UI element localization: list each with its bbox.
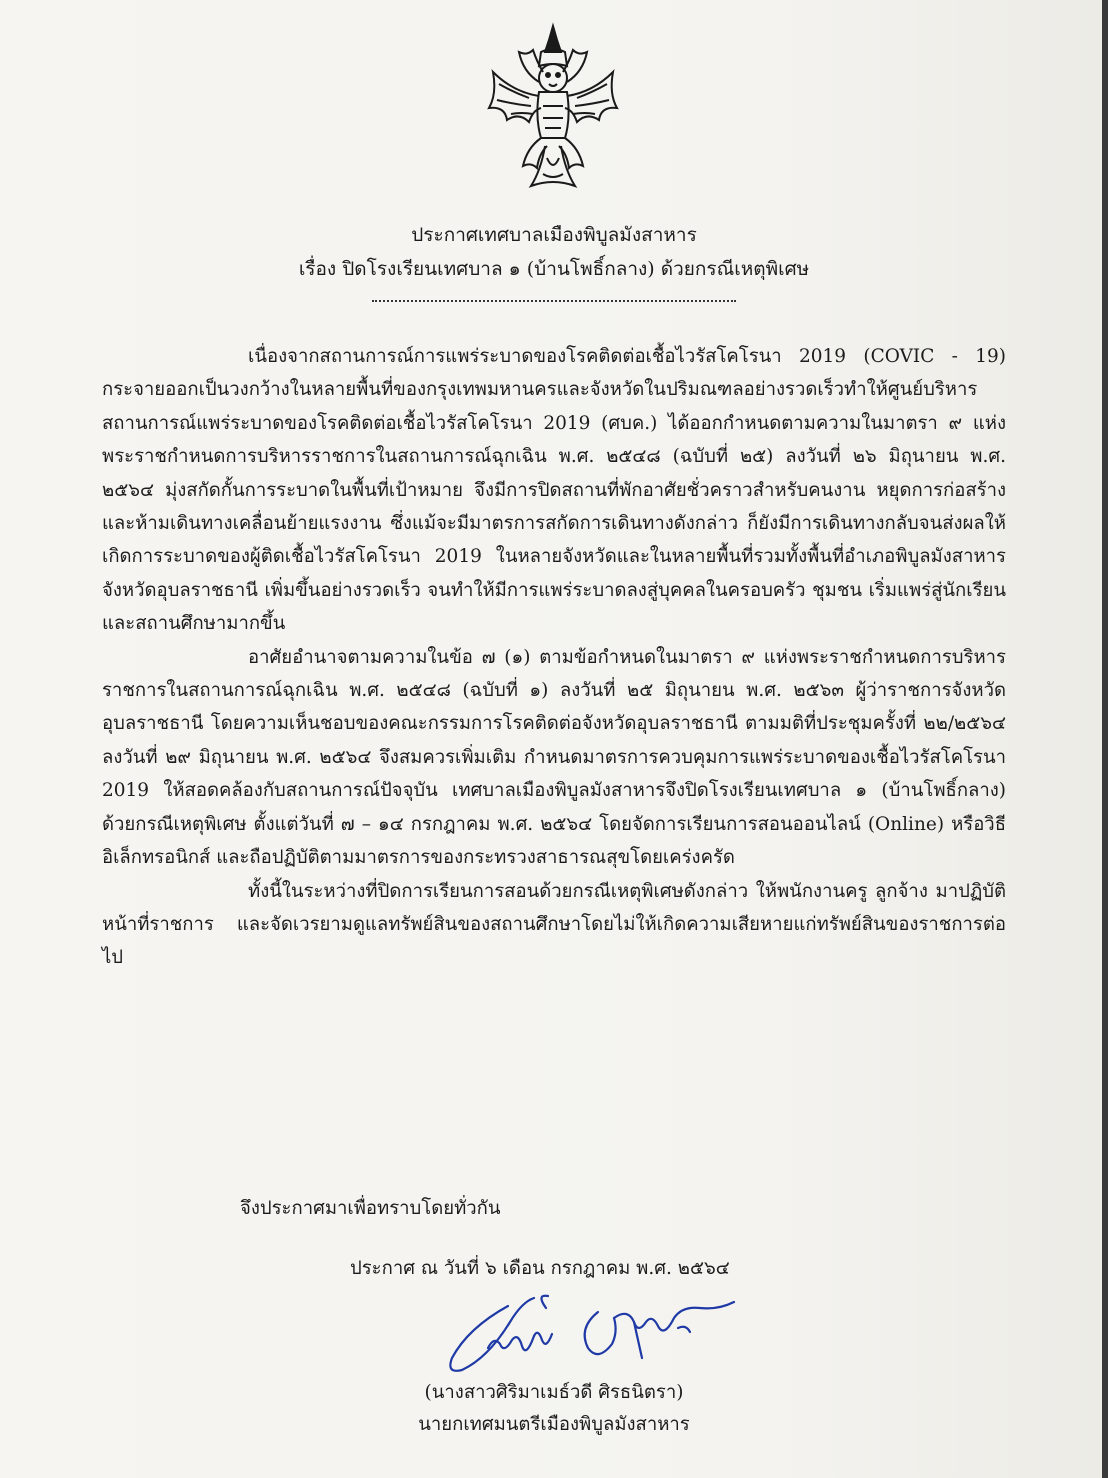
body-paragraph-2: อาศัยอำนาจตามความในข้อ ๗ (๑) ตามข้อกำหนดในมาตรา ๙ แห่งพระราชกำหนดการบริหารราชการในสถานการณ์ฉุกเฉิน พ.ศ. ๒๕๔๘ (ฉบับที่ ๑) ลงวันที่ ๒๕ มิถุนายน พ.ศ. ๒๕๖๓ ผู้ว่าราชการจังหวัดอุบลราชธานี โดยความเห็นชอบของคณะกรรมการโรคติดต่อจังหวัดอุบลราชธานี ตามมติที่ประชุมครั้งที่ ๒๒/๒๕๖๔ ลงวันที่ ๒๙ มิถุนายน พ.ศ. ๒๕๖๔ จึงสมควรเพิ่มเติม กำหนดมาตรการควบคุมการแพร่ระบาดของเชื้อไวรัสโคโรนา 2019 ให้สอดคล้องกับสถานการณ์ปัจจุบัน เทศบาลเมืองพิบูลมังสาหารจึงปิดโรงเรียนเทศบาล ๑ (บ้านโพธิ์กลาง) ด้วยกรณีเหตุพิเศษ ตั้งแต่วันที่ ๗ – ๑๔ กรกฎาคม พ.ศ. ๒๕๖๔ โดยจัดการเรียนการสอนออนไลน์ (Online) หรือวิธีอิเล็กทรอนิกส์ และถือปฏิบัติตามมาตรการของกระทรวงสาธารณสุขโดยเคร่งครัด	[102, 646, 1006, 869]
body-paragraph-3: ทั้งนี้ในระหว่างที่ปิดการเรียนการสอนด้วยกรณีเหตุพิเศษดังกล่าว ให้พนักงานครู ลูกจ้าง มาปฏิบัติหน้าที่ราชการ และจัดเวรยามดูแลทรัพย์สินของสถานศึกษาโดยไม่ให้เกิดความเสียหายแก่ทรัพย์สินของราชการต่อไป	[102, 880, 1006, 969]
announcement-title: ประกาศเทศบาลเมืองพิบูลมังสาหาร	[411, 224, 697, 246]
handwritten-signature	[438, 1288, 738, 1384]
garuda-emblem-icon	[483, 22, 623, 192]
body-paragraph-1: เนื่องจากสถานการณ์การแพร่ระบาดของโรคติดต่อเชื้อไวรัสโคโรนา 2019 (COVIC - 19) กระจายออกเป็นวงกว้างในหลายพื้นที่ของกรุงเทพมหานครและจังหวัดในปริมณฑลอย่างรวดเร็วทำให้ศูนย์บริหารสถานการณ์แพร่ระบาดของโรคติดต่อเชื้อไวรัสโคโรนา 2019 (ศบค.) ได้ออกกำหนดตามความในมาตรา ๙ แห่งพระราชกำหนดการบริหารราชการในสถานการณ์ฉุกเฉิน พ.ศ. ๒๕๔๘ (ฉบับที่ ๒๕) ลงวันที่ ๒๖ มิถุนายน พ.ศ. ๒๕๖๔ มุ่งสกัดกั้นการระบาดในพื้นที่เป้าหมาย จึงมีการปิดสถานที่พักอาศัยชั่วคราวสำหรับคนงาน หยุดการก่อสร้างและห้ามเดินทางเคลื่อนย้ายแรงงาน ซึ่งแม้จะมีมาตรการสกัดการเดินทางดังกล่าว ก็ยังมีการเดินทางกลับจนส่งผลให้เกิดการระบาดของผู้ติดเชื้อไวรัสโคโรนา 2019 ในหลายจังหวัดและในหลายพื้นที่รวมทั้งพื้นที่อำเภอพิบูลมังสาหาร จังหวัดอุบลราชธานี เพิ่มขึ้นอย่างรวดเร็ว จนทำให้มีการแพร่ระบาดลงสู่บุคคลในครอบครัว ชุมชน เริ่มแพร่สู่นักเรียนและสถานศึกษามากขึ้น	[102, 346, 1006, 635]
dotted-divider	[372, 300, 736, 302]
announcement-date: ประกาศ ณ วันที่ ๖ เดือน กรกฎาคม พ.ศ. ๒๕๖๔	[350, 1258, 730, 1279]
signer-name: (นางสาวศิริมาเมธ์วดี ศิรธนิตรา)	[424, 1382, 684, 1403]
announcement-body	[102, 340, 1006, 975]
signer-position: นายกเทศมนตรีเมืองพิบูลมังสาหาร	[418, 1414, 690, 1435]
announcement-subject: เรื่อง ปิดโรงเรียนเทศบาล ๑ (บ้านโพธิ์กลาง) ด้วยกรณีเหตุพิเศษ	[298, 258, 810, 280]
closing-statement: จึงประกาศมาเพื่อทราบโดยทั่วกัน	[240, 1198, 501, 1219]
